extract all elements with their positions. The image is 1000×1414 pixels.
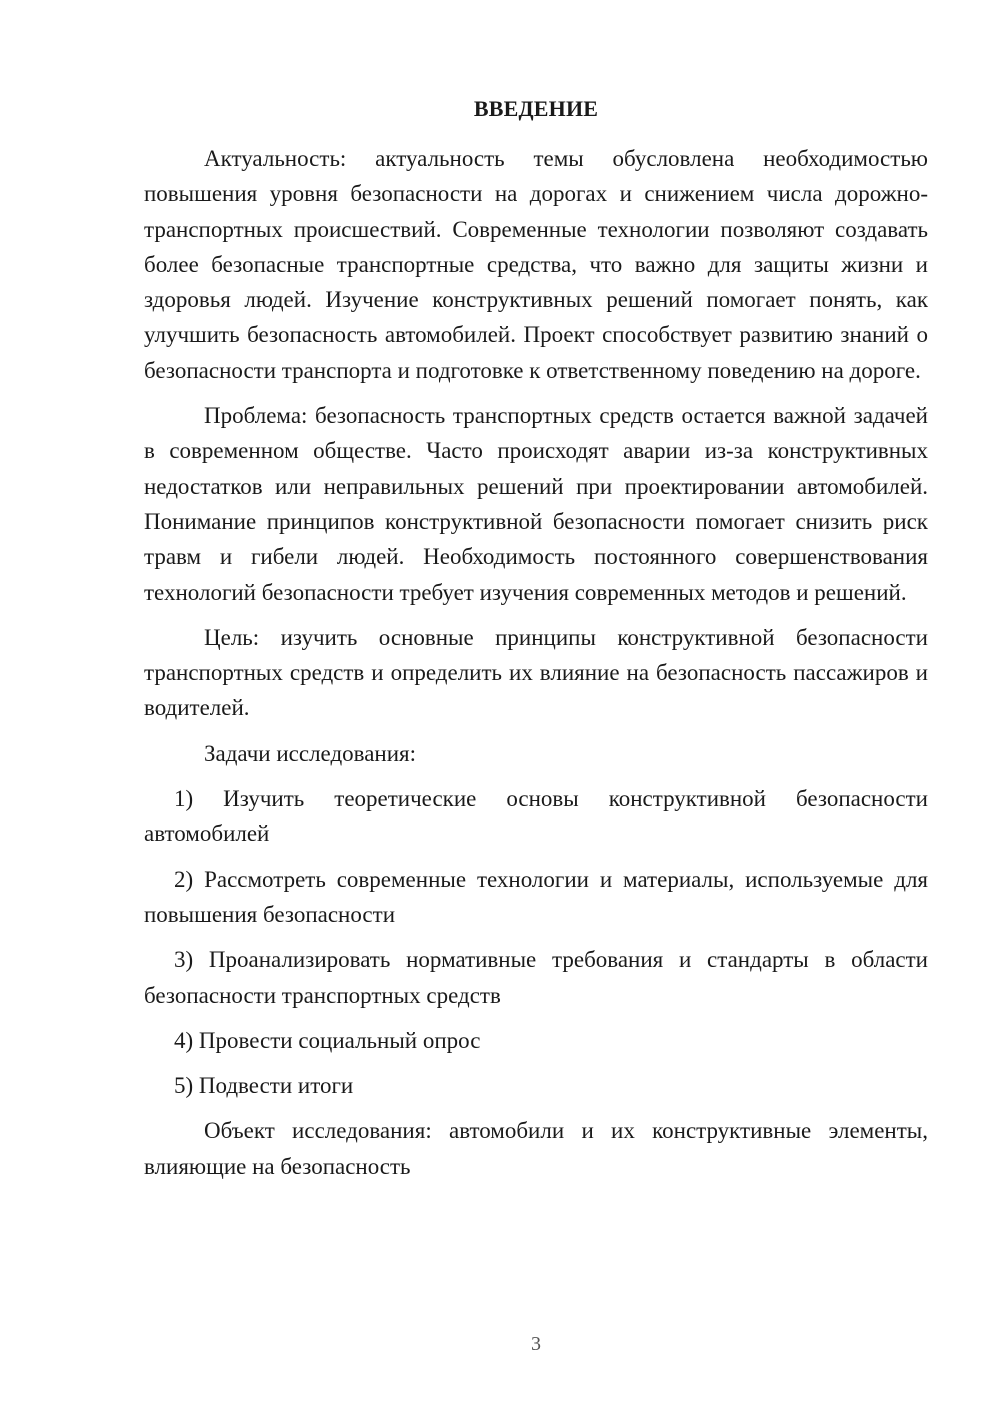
list-item-task-1: 1) Изучить теоретические основы конструктивной безопасности автомобилей [144,786,928,847]
list-item-task-5: 5) Подвести итоги [174,1073,354,1099]
page-title: ВВЕДЕНИЕ [473,96,599,121]
paragraph-goal: Цель: изучить основные принципы конструктивной безопасности транспортных средств и определить их влияние на безопасность пассажиров и водителей. [144,624,928,721]
list-item-task-3: 3) Проанализировать нормативные требования и стандарты в области безопасности транспортных средств [144,947,928,1008]
paragraph-object: Объект исследования: автомобили и их конструктивные элементы, влияющие на безопасность [144,1118,928,1179]
paragraph-problem: Проблема: безопасность транспортных средств остается важной задачей в современном обществе. Часто происходят аварии из-за конструктивных недостатков или неправильных решений при проектировании автомобилей. Понимание принципов конструктивной безопасности помогает снизить риск травм и гибели людей. Необходимость постоянного совершенствования технологий безопасности требует изучения современных методов и решений. [144,403,928,605]
document-body [144,141,928,1194]
page-number: 3 [531,1333,541,1355]
list-item-task-4: 4) Провести социальный опрос [174,1027,481,1053]
paragraph-relevance: Актуальность: актуальность темы обусловлена необходимостью повышения уровня безопасности на дорогах и снижением числа дорожно-транспортных происшествий. Современные технологии позволяют создавать более безопасные транспортные средства, что важно для защиты жизни и здоровья людей. Изучение конструктивных решений помогает понять, как улучшить безопасность автомобилей. Проект способствует развитию знаний о безопасности транспорта и подготовке к ответственному поведению на дороге. [144,146,928,383]
paragraph-tasks-heading: Задачи исследования: [204,740,417,766]
list-item-task-2: 2) Рассмотреть современные технологии и материалы, используемые для повышения безопасности [144,866,928,927]
